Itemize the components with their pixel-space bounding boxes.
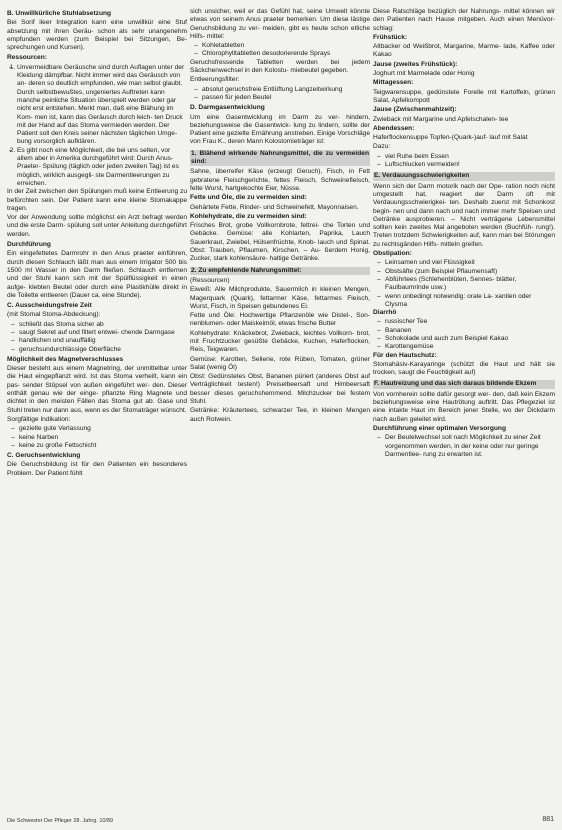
list-item: – Bananen (385, 327, 555, 335)
list-item: – viel Ruhe beim Essen (385, 153, 555, 161)
paragraph: Sahne, überreifer Käse (erzeugt Geruch), Fisch, in Fett gebratene Fleischgerichte, fettes Fleisch, Schweinefleisch, fette Wurst, hartgekochte Eier, Nüsse. (190, 168, 370, 192)
paragraph: Kohlehydrate: Knäckebrot, Zwieback, leichtes Vollkorn- brot, mit Fruchtzucker gesüßte Gebäcke, Kuchen, Haferflocken, Reis, Teigwaren. (190, 329, 370, 354)
skin-protection-heading: Für den Hautschutz: (373, 351, 437, 359)
breakfast-heading: Frühstück: (373, 33, 408, 41)
ressourcen-list (7, 64, 187, 188)
section-e-heading: E. Verdauungsschwierigkeiten (373, 172, 555, 180)
dinner-heading: Abendessen: (373, 124, 415, 132)
indication-list (7, 425, 187, 450)
list-item: – absolut geruchsfreie Entlüftung Langzeitwirkung (202, 86, 370, 94)
diarrhea-list (373, 318, 555, 351)
paragraph: Frisches Brot, grobe Vollkornbrote, fettrei- che Torten und Gebäcke. Gemüse: alle Kohlarten, Paprika, Lauch Sauerkraut, Zwiebel, Hülsenfrüchte, Knob- lauch und Spinat. Obst: Trauben, Pflaumen, Kirschen. – Au- ßerdem Honig, Zucker, stark kohlensäure- haltige Getränke. (190, 222, 370, 263)
journal-footer: Die Schwester Der Pfleger 28. Jahrg. 10/89 (7, 818, 114, 824)
list-item: – Schokolade und auch zum Beispiel Kakao (385, 335, 555, 343)
obstipation-list (373, 259, 555, 309)
list-item: – russischer Tee (385, 318, 555, 326)
paragraph: Entleerungsfilter: (190, 76, 240, 84)
list-item: – keine Narben (19, 434, 187, 442)
paragraph: Gemüse: Karotten, Sellerie, rote Rüben, Tomaten, grüner Salat (wenig Öl) (190, 355, 370, 371)
paragraph: Altbacker od Weißbrot, Margarine, Marme- lade, Kaffee oder Kakao (373, 43, 555, 59)
paragraph: Obst: Gedünstetes Obst, Bananen püriert (anderes Obst auf Verträglichkeit testen!) Preiselbeersaft und Himbeersaft besser dieses geruchshemmend. Milchzucker bei festem Stuhl. (190, 373, 370, 406)
paragraph: Joghurt mit Marmelade oder Honig (373, 70, 475, 78)
list-item: – passen für jeden Beutel (202, 94, 370, 102)
care-heading: Durchführung einer optimalen Versorgung (373, 424, 506, 432)
section-g-heading: C. Geruchsentwicklung (7, 452, 81, 460)
foods-recommended-heading: 2. Zu empfehlende Nahrungsmittel: (190, 267, 370, 275)
paragraph: Sorgfältige Indikation: (7, 415, 71, 423)
section-b-text: Bei Sorif ileer Integration kann eine unwillkür eine Stuf absetzung mit ihren Geräu- schon als sehr unangenehm empfunden werden (zum Beispiel bei Sitzungen, Be- sprechungen und Kursen). (7, 19, 187, 52)
care-list (373, 434, 555, 459)
list-item: – Luftschlucken vermeiden! (385, 161, 555, 169)
list-item: – geruchsundurchlässige Oberfläche (19, 346, 187, 354)
page-number: 881 (542, 816, 554, 823)
dazu-list (373, 153, 555, 170)
paragraph: Die Geruchsbildung ist für den Patienten ein besonderes Problem. Der Patient fühlt (7, 461, 187, 477)
paragraph: Eiweiß: Alle Milchprodukte, Sauermilch in kleinen Mengen, Magerquark (Quark), fettarmer Käse, fettarmes Fleisch, Wurst, Fisch, in Speisen gebundenes Ei. (190, 286, 370, 310)
list-item: – Kohletabletten (202, 42, 370, 50)
snack-heading: Jause (Zwischenmahlzeit): (373, 106, 457, 114)
paragraph: Getränke: Kräutertees, schwarzer Tee, in kleinen Mengen auch Rotwein. (190, 407, 370, 423)
paragraph: Gehärtete Fette, Rinder- und Schweinefett, Mayonnaisen. (190, 203, 359, 211)
column-2 (190, 8, 370, 808)
paragraph: Vor der Anwendung sollte möglichst ein Arzt befragt werden und die erste Darm- spülung soll unter Anleitung durchgeführt werden. (7, 214, 187, 238)
list-item: – Der Beutelwechsel soll nach Möglichkeit zu einer Zeit vorgenommen werden, in der keine oder nur geringe Darmentlee- rung zu erwarten ist. (385, 434, 555, 459)
paragraph: Fette und Öle: Hochwertige Pflanzenöle wie Distel-, Son- nenblumen- oder Maiskeimöl, etwas frische Butter (190, 312, 370, 328)
list-item: – Leinsamen und viel Flüssigkeit (385, 259, 555, 267)
list-item: – Abführtees (Schlehenblüten, Sennes- blätter, Faulbaumrinde usw.) (385, 276, 555, 293)
paragraph: Zwieback mit Margarine und Apfelschalen- tee (373, 115, 509, 123)
obstipation-heading: Obstipation: (373, 250, 412, 258)
list-item: – Karottengemüse (385, 343, 555, 351)
section-b-heading: B. Unwillkürliche Stuhlabsetzung (7, 10, 112, 17)
paragraph: Stomahäsiv-Karayaringe (schützt die Haut und hält sie trocken, saugt die Feuchtigkeit auf) (373, 360, 555, 377)
paragraph: Wenn sich der Darm motorik nach der Ope- ration noch nicht umgestellt hat, reagiert der Darm oft mit Verdauungsschwierigkei- ten. Deshalb zuerst mit Schonkost begin- nen und dann nach und nach immer mehr Speisen und Getränke ausprobieren. – Nicht verträgene Lebensmittel sollten kein zweites Mal angeboten werden (Buchfüh- rung!). Treten trotzdem Schwierigkeiten auf, kann man bei Störungen zu rechtsgänden Hilfs- mitteln greifen. (373, 182, 555, 248)
section-d-heading: D. Darmgasentwicklung (190, 104, 265, 112)
lunch-heading: Mittagessen: (373, 79, 414, 87)
column-3 (373, 8, 555, 808)
list-item: – schließt das Stoma sicher ab (19, 321, 187, 329)
list-item: – wenn unbedingt notwendig: orale La- xantien oder Clysma (385, 293, 555, 310)
paragraph: Von vornherein sollte dafür gesorgt wer- den, daß kein Ekzem beziehungsweise eine Hautrötung auftritt. Das Pflegeziel ist eine intakte Haut im Bereich jener Stelle, wo der Dickdarm nach außen geleitet wird. (373, 390, 555, 423)
paragraph: (Ressourcen) (190, 276, 230, 284)
paragraph: (mit Stomal Stoma-Abdeckung): (7, 311, 101, 319)
foods-avoid-heading: 1. Blähend wirkende Nahrungsmittel, die zu vermeiden sind: (191, 149, 369, 166)
list-item: – Chlorophylltabletten desodorierende Sprays (202, 50, 370, 58)
carbs-avoid-heading: Kohlehydrate, die zu vermeiden sind: (190, 212, 307, 220)
paragraph: sich unsicher, weil er das Gefühl hat, seine Umwelt könnte etwas von seinem Anus praeter bemerken. Um diese lästige Geruchsbildung zu ver- meiden, gibt es heute schon etliche Hilfs- mittel: (190, 8, 370, 40)
fats-avoid-heading: Fette und Öle, die zu vermeiden sind: (190, 194, 307, 202)
filter-list (190, 86, 370, 103)
ressourcen-heading: Ressourcen: (7, 54, 47, 62)
list-item: – keine zu große Fettschicht (19, 442, 187, 450)
paragraph: Haferflockensuppe Topfen-(Quark-)auf- lauf mit Salat (373, 134, 528, 142)
column-1 (7, 8, 187, 808)
list-item: – gezielte gute Verlassung (19, 425, 187, 433)
list-item: – handlichen und unauffällig (19, 337, 187, 345)
section-f-heading: F. Hautreizung und das sich daraus bildende Ekzem (373, 380, 555, 388)
paragraph: In der Zeit zwischen den Spülungen muß keine Entleerung zu befürchten sein. Der Patient kann eine kleine Stomakappe tragen. (7, 188, 187, 212)
paragraph: Dazu: (373, 143, 391, 151)
magnet-heading: Möglichkeit des Magnetverschlusses (7, 355, 124, 363)
paragraph: Diese Ratschläge bezüglich der Nahrungs- mittel können wir den Patienten nach Hause mitgeben. Auch einen Menüvor- schlag: (373, 8, 555, 32)
ressource-item: – 1. Unvermeidbare Geräusche sind durch Auflagen unter der Kleidung dämpfbar. Nicht immer wird das Geräusch von an- deren so deutlich empfunden, wie man selbst glaubt. Durch selbstbewußtes, ungeniertes Auftreten kann manche peinliche Situation überspielt werden oder gar nicht erst entstehen. Merkt man, daß eine Blähung im Kom- men ist, kann das Geräusch durch leich- ten Druck mit der Hand auf das Stoma vermieden werden. Der Patient soll den Kreis seiner nächsten täglichen Umge- bung vorsorglich aufklären. (17, 64, 187, 147)
aids-list (190, 42, 370, 59)
paragraph: Geruchsfressende Tabletten werden bei jedem Säckchenwechsel in den Kolostu- miebeutel gegeben. (190, 58, 370, 75)
second-breakfast-heading: Jause (zweites Frühstück): (373, 60, 458, 68)
list-item: – Obstsäfte (zum Beispiel Pflaumensaft) (385, 268, 555, 276)
paragraph: Ein eingefettetes Darmrohr in den Anus praeter einführen, durch diesen Schlauch läßt man aus einem Irrigator 500 bis 1500 ml Wasser in den Darm fließen. Schlauch entfernen und der Stuhl kann sich mit der Spülflüssigkeit in einen aufge- klebten Beutel oder durch eine Plastikhülle direkt in die Toilette entleeren (Dauer ca. eine Stunde). (7, 250, 187, 299)
paragraph: Um eine Gasentwicklung im Darm zu ver- hindern, beziehungsweise die Gasentwick- lung zu lindern, sollte der Patient eine gezielte Ernährung anstreben. Einige Vorschläge von Frau K., deren Mann Kolostomieträger ist: (190, 113, 370, 146)
stoma-cap-list (7, 321, 187, 354)
list-item: – saugt Sekret auf und filtert entwei- chende Darmgase (19, 329, 187, 337)
diarrhea-heading: Diarrhö (373, 309, 397, 317)
ressource-item: – 2. Es gibt noch eine Möglichkeit, die bei uns selten, vor allem aber in Amerika durchgeführt wird: Durch Anus-Praeter- Spülung (täglich oder jeden zweiten Tag) ist es möglich, wirklich ausgegli- ste Darmentleerungen zu erreichen. (17, 147, 187, 188)
paragraph: Dieser besteht aus einem Magnetring, der unmittelbar unter die Haut eingepflanzt wird. Ist das Stoma verheilt, kann ein pas- sender Stöpsel von außen eingeführt wer- den. Dieser enthält genau wie der einge- pflanzte Ring Magnete und dichtet in den meisten Fällen das Stoma gut ab. Gase und Stuhl treten nur dann aus, wenn es der Stomaträger wünscht. (7, 365, 187, 414)
durchfuehrung-heading: Durchführung (7, 241, 51, 249)
paragraph: Teigwarensuppe, gedünstete Forelle mit Kartoffeln, grünen Salat, Apfelkompott (373, 88, 555, 104)
section-c-heading: C. Ausscheidungsfreie Zeit (7, 302, 92, 310)
